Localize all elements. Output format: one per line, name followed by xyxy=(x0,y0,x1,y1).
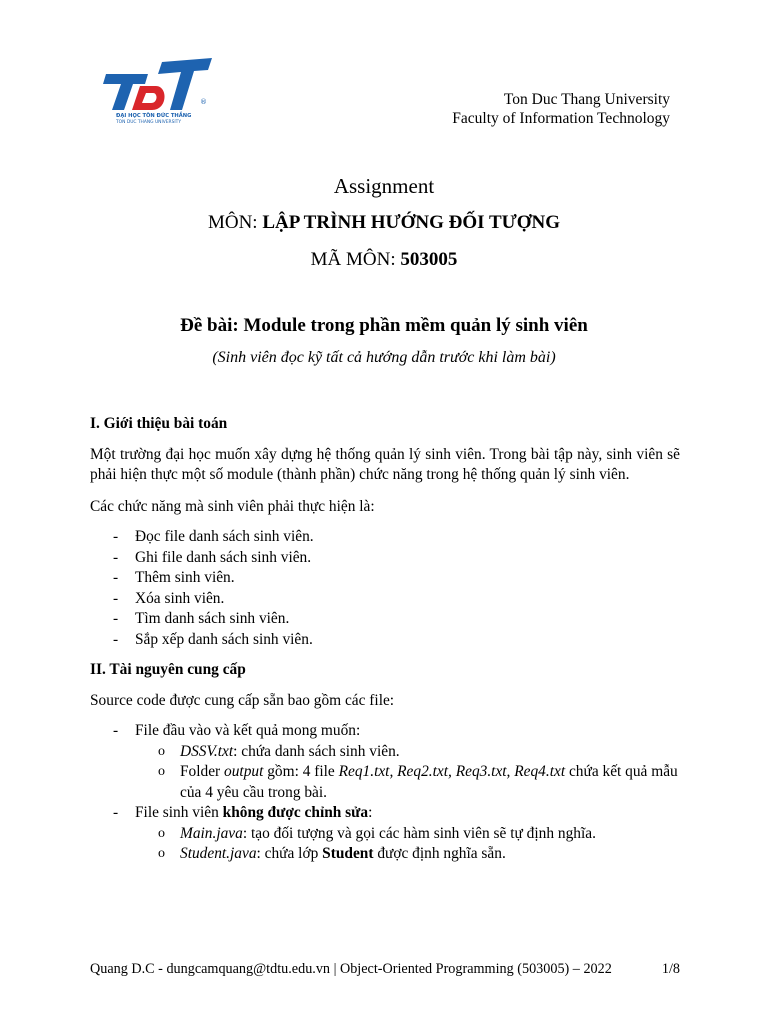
assignment-heading: Assignment xyxy=(333,174,435,198)
sublist-item: o DSSV.txt: chứa danh sách sinh viên. xyxy=(90,742,680,763)
course-code: 503005 xyxy=(400,249,458,270)
institution-block xyxy=(452,90,670,128)
faculty-name: Faculty of Information Technology xyxy=(452,110,670,127)
university-logo xyxy=(96,56,214,126)
subject-line: MÔN: LẬP TRÌNH HƯỚNG ĐỐI TƯỢNG xyxy=(207,212,561,233)
section-1-paragraph: Một trường đại học muốn xây dựng hệ thống quản lý sinh viên. Trong bài tập này, sinh viên sẽ phải hiện thực một số module (thành phần) chức năng trong hệ thống quản lý sinh viên. xyxy=(90,445,680,483)
svg-text:®: ® xyxy=(200,98,207,106)
section-2-paragraph: Source code được cung cấp sẵn bao gồm các file: xyxy=(90,691,395,709)
list-item: - File đầu vào và kết quả mong muốn: o DSSV.txt: chứa danh sách sinh viên. o Folder output gồm: 4 file Req1.txt, Req2.txt, Req3.txt, Req4.txt chứa kết quả mẫu của 4 yêu cầu trong bài. xyxy=(90,721,680,803)
sublist xyxy=(135,742,680,804)
university-name: Ton Duc Thang University xyxy=(503,91,670,108)
functions-intro: Các chức năng mà sinh viên phải thực hiện là: xyxy=(90,497,375,515)
section-intro xyxy=(90,414,680,865)
functions-list xyxy=(90,527,680,650)
list-item: - Sắp xếp danh sách sinh viên. xyxy=(90,630,680,651)
section-1-heading: I. Giới thiệu bài toán xyxy=(90,415,228,432)
list-item: - Ghi file danh sách sinh viên. xyxy=(90,548,680,569)
page-number: 1/8 xyxy=(661,961,680,977)
svg-text:ĐẠI HỌC TÔN ĐỨC THẮNG: ĐẠI HỌC TÔN ĐỨC THẮNG xyxy=(116,113,192,119)
list-item: - File sinh viên không được chỉnh sửa: o Main.java: tạo đối tượng và gọi các hàm sinh viên sẽ tự định nghĩa. o Student.java: chứa lớp Student được định nghĩa sẵn. xyxy=(90,803,680,865)
sublist-item: o Student.java: chứa lớp Student được định nghĩa sẵn. xyxy=(90,844,680,865)
topic-title: Đề bài: Module trong phần mềm quản lý sinh viên xyxy=(180,315,588,336)
list-item: - Tìm danh sách sinh viên. xyxy=(90,609,680,630)
footer-text: Quang D.C - dungcamquang@tdtu.edu.vn | Object-Oriented Programming (503005) – 2022 xyxy=(90,961,612,977)
sublist-item: o Main.java: tạo đối tượng và gọi các hàm sinh viên sẽ tự định nghĩa. xyxy=(90,824,680,845)
instruction-note: (Sinh viên đọc kỹ tất cả hướng dẫn trước khi làm bài) xyxy=(212,349,556,366)
page-footer xyxy=(90,961,680,978)
sublist-item: o Folder output gồm: 4 file Req1.txt, Req2.txt, Req3.txt, Req4.txt chứa kết quả mẫu của 4 yêu cầu trong bài. xyxy=(90,762,680,803)
svg-text:TON DUC THANG UNIVERSITY: TON DUC THANG UNIVERSITY xyxy=(116,120,182,125)
tdt-logo-icon xyxy=(96,56,214,126)
section-2-heading: II. Tài nguyên cung cấp xyxy=(90,661,246,678)
sublist xyxy=(135,824,680,865)
subject-name: LẬP TRÌNH HƯỚNG ĐỐI TƯỢNG xyxy=(262,212,561,233)
course-code-line: MÃ MÔN: 503005 xyxy=(310,249,458,270)
resources-list xyxy=(90,721,680,865)
list-item: - Đọc file danh sách sinh viên. xyxy=(90,527,680,548)
list-item: - Thêm sinh viên. xyxy=(90,568,680,589)
list-item: - Xóa sinh viên. xyxy=(90,589,680,610)
